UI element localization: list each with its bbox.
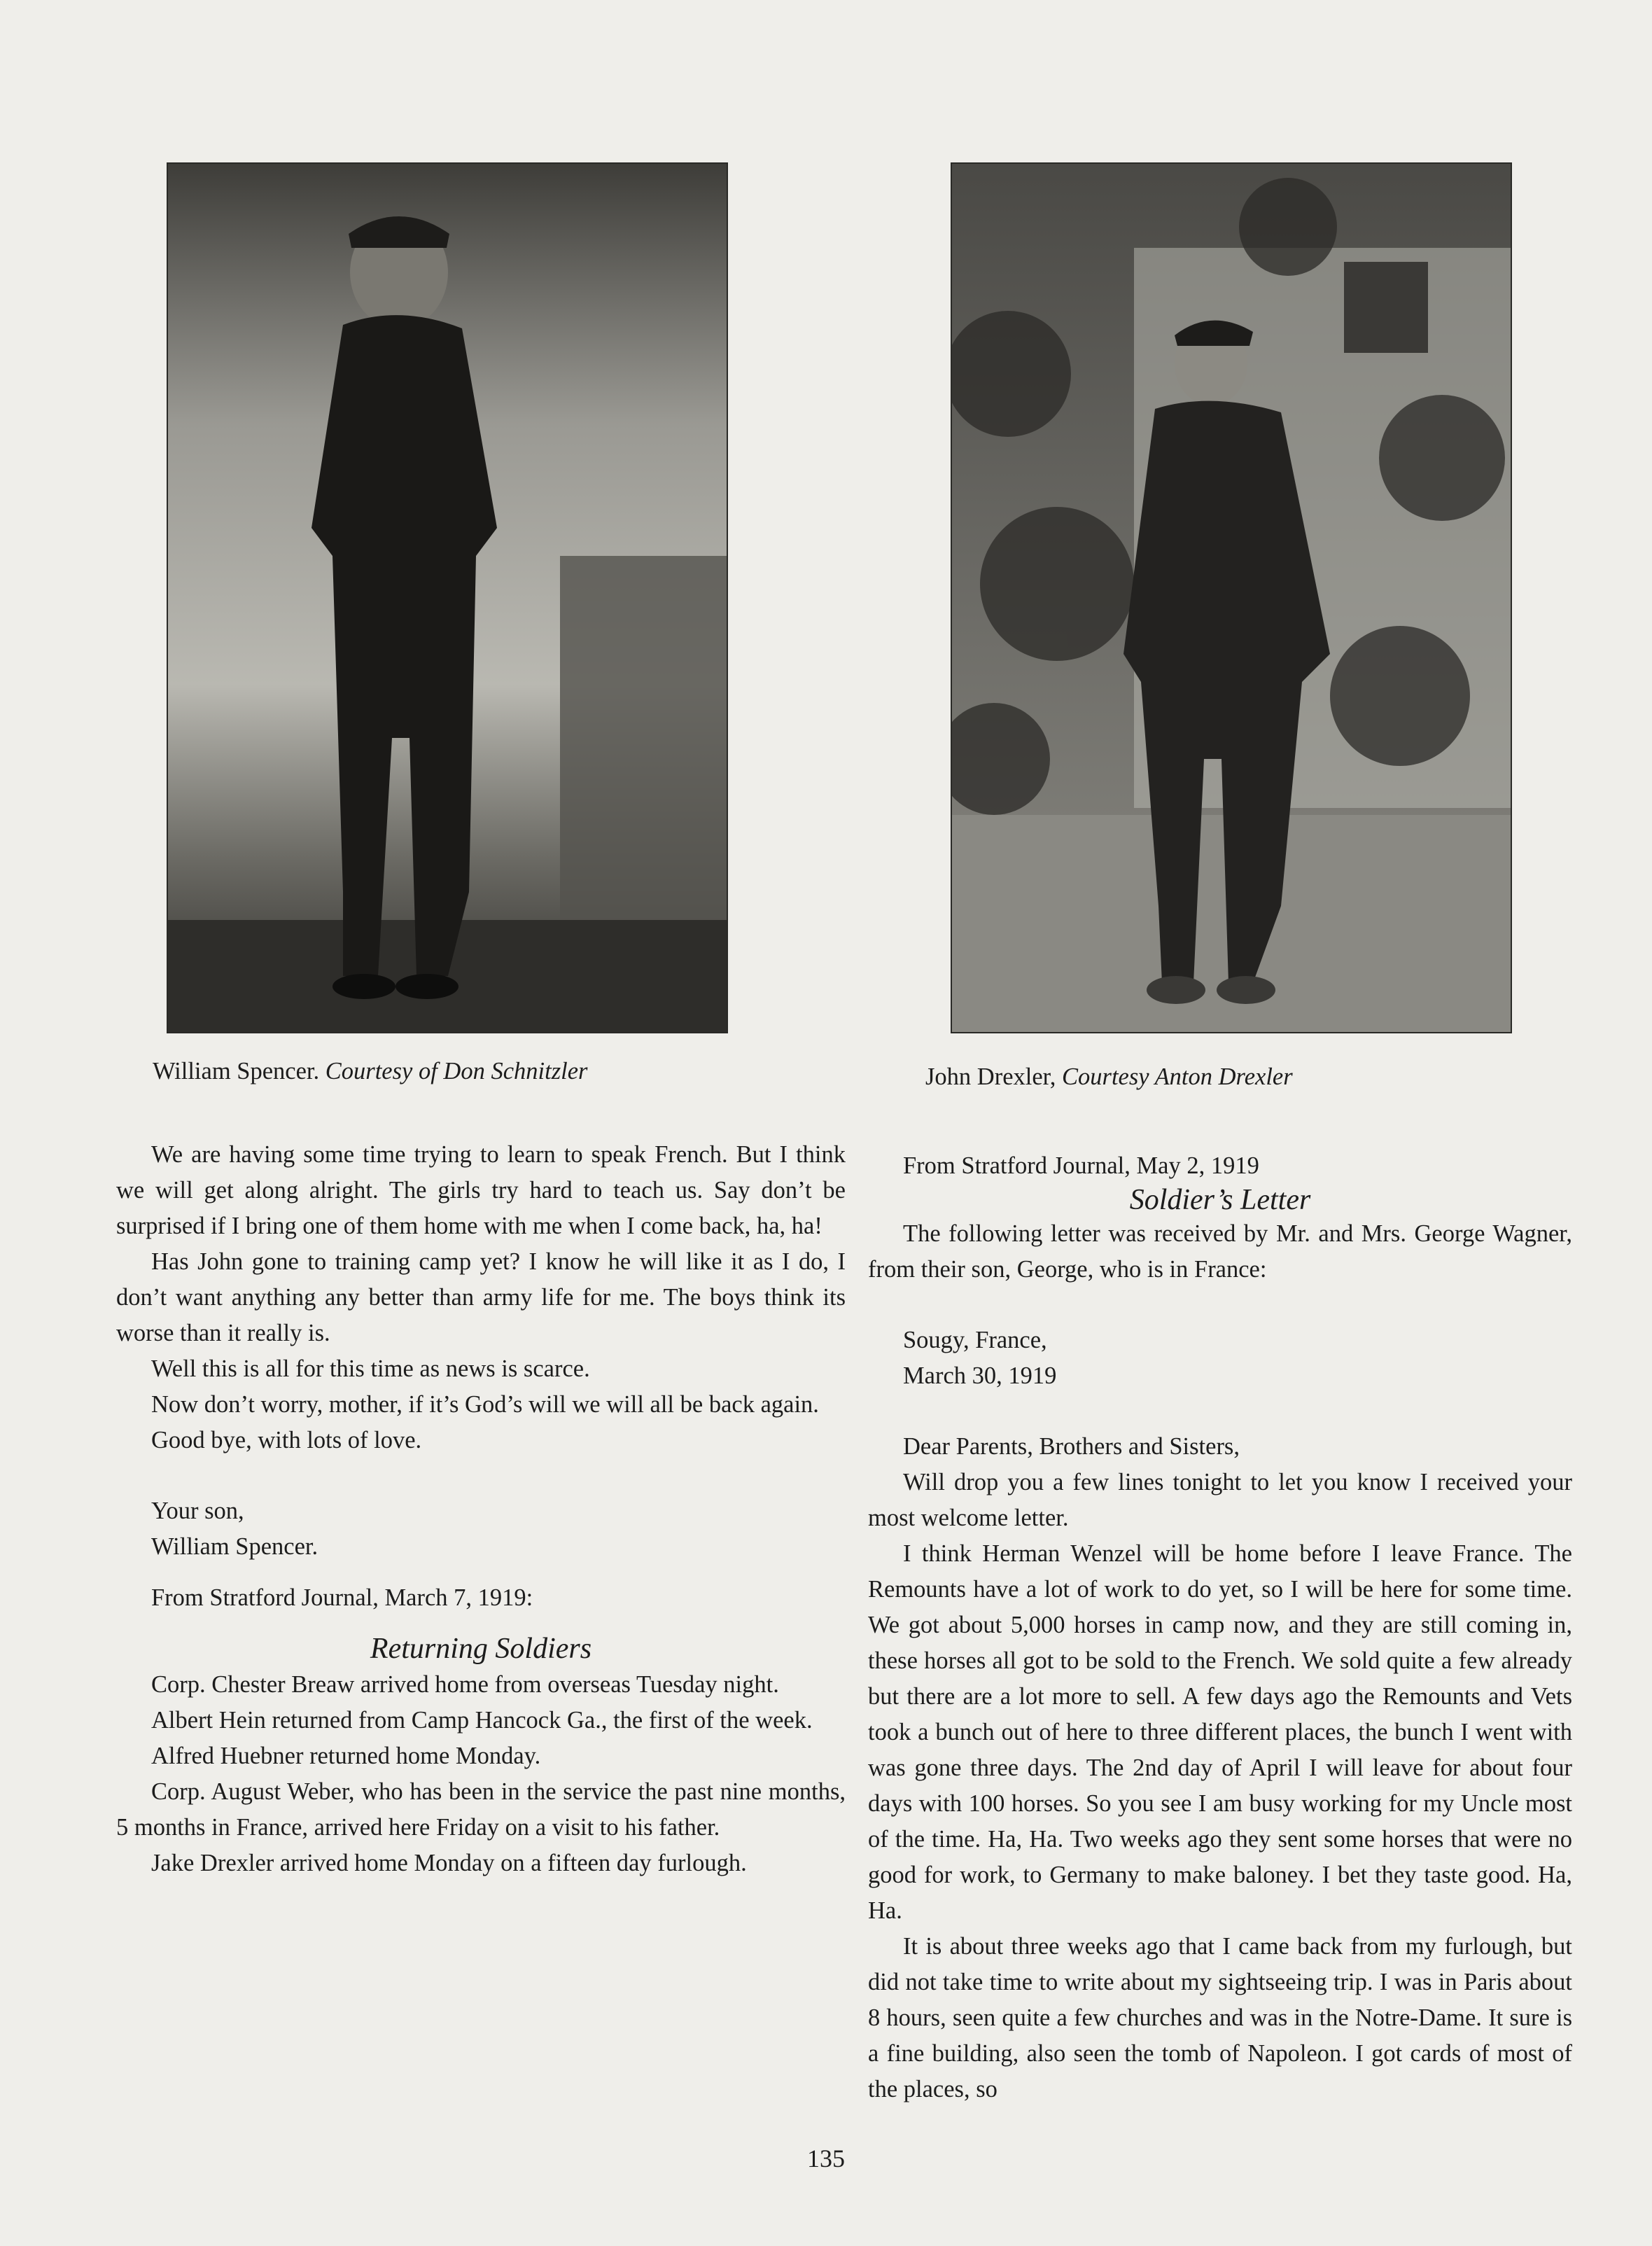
caption-credit: Courtesy Anton Drexler xyxy=(1062,1063,1293,1090)
section-heading: Soldier’s Letter xyxy=(1129,1184,1311,1216)
soldier-portrait-image xyxy=(168,164,727,1032)
letter-paragraph: Well this is all for this time as news is scarce. xyxy=(151,1355,590,1382)
letter-date: March 30, 1919 xyxy=(903,1362,1057,1389)
photo-william-spencer xyxy=(167,162,728,1033)
section-heading: Returning Soldiers xyxy=(370,1633,592,1665)
caption-credit: Courtesy of Don Schnitzler xyxy=(325,1058,588,1084)
news-paragraph: Albert Hein returned from Camp Hancock Ga., the first of the week. xyxy=(151,1707,813,1734)
news-paragraph: Alfred Huebner returned home Monday. xyxy=(151,1743,541,1769)
letter-closing: Your son, xyxy=(151,1498,244,1524)
caption-name: William Spencer. xyxy=(153,1058,320,1084)
photo-john-drexler xyxy=(951,162,1512,1033)
page-number: 135 xyxy=(807,2144,845,2172)
caption-john-drexler xyxy=(925,1061,1293,1092)
caption-name: John Drexler, xyxy=(925,1063,1056,1090)
soldier-outdoor-image xyxy=(952,164,1511,1032)
source-line: From Stratford Journal, March 7, 1919: xyxy=(151,1584,533,1611)
letter-place: Sougy, France, xyxy=(903,1327,1047,1353)
letter-paragraph: Now don’t worry, mother, if it’s God’s will we will all be back again. xyxy=(151,1391,819,1418)
letter-paragraph: I think Herman Wenzel will be home before I leave France. The Remounts have a lot of work to do yet, so I will be here for some time. We got about 5,000 horses in camp now, and they are still coming in, these horses all got to be sold to the French. We sold quite a few already but there are a lot more to sell. A few days ago the Remounts and Vets took a bunch out of here to three different places, the bunch I went with was gone three days. The 2nd day of April I will leave for about four days with 100 horses. So you see I am busy working for my Uncle most of the time. Ha, Ha. Two weeks ago they sent some horses that were no good for work, to Germany to make baloney. I bet they taste good. Ha, Ha. xyxy=(868,1540,1572,1924)
intro-paragraph: The following letter was received by Mr. and Mrs. George Wagner, from their son, George, who is in France: xyxy=(868,1220,1572,1283)
news-paragraph: Corp. Chester Breaw arrived home from overseas Tuesday night. xyxy=(151,1671,779,1698)
letter-paragraph: Will drop you a few lines tonight to let you know I received your most welcome letter. xyxy=(868,1469,1572,1531)
caption-william-spencer xyxy=(153,1056,587,1087)
letter-signature: William Spencer. xyxy=(151,1533,318,1560)
right-column xyxy=(868,1148,1572,2107)
letter-paragraph: Has John gone to training camp yet? I know he will like it as I do, I don’t want anything any better than army life for me. The boys think its worse than it really is. xyxy=(116,1248,846,1346)
letter-salutation: Dear Parents, Brothers and Sisters, xyxy=(903,1433,1240,1460)
source-line: From Stratford Journal, May 2, 1919 xyxy=(903,1152,1259,1179)
news-paragraph: Corp. August Weber, who has been in the service the past nine months, 5 months in France, arrived here Friday on a visit to his father. xyxy=(116,1778,846,1841)
letter-paragraph: It is about three weeks ago that I came back from my furlough, but did not take time to write about my sightseeing trip. I was in Paris about 8 hours, seen quite a few churches and was in the Notre-Dame. It sure is a fine building, also seen the tomb of Napoleon. I got cards of most of the places, so xyxy=(868,1933,1572,2102)
letter-paragraph: We are having some time trying to learn to speak French. But I think we will get along alright. The girls try hard to teach us. Say don’t be surprised if I bring one of them home with me when I come back, ha, ha! xyxy=(116,1141,846,1239)
letter-paragraph: Good bye, with lots of love. xyxy=(151,1427,422,1453)
news-paragraph: Jake Drexler arrived home Monday on a fifteen day furlough. xyxy=(151,1850,747,1876)
left-column xyxy=(116,1137,846,1881)
